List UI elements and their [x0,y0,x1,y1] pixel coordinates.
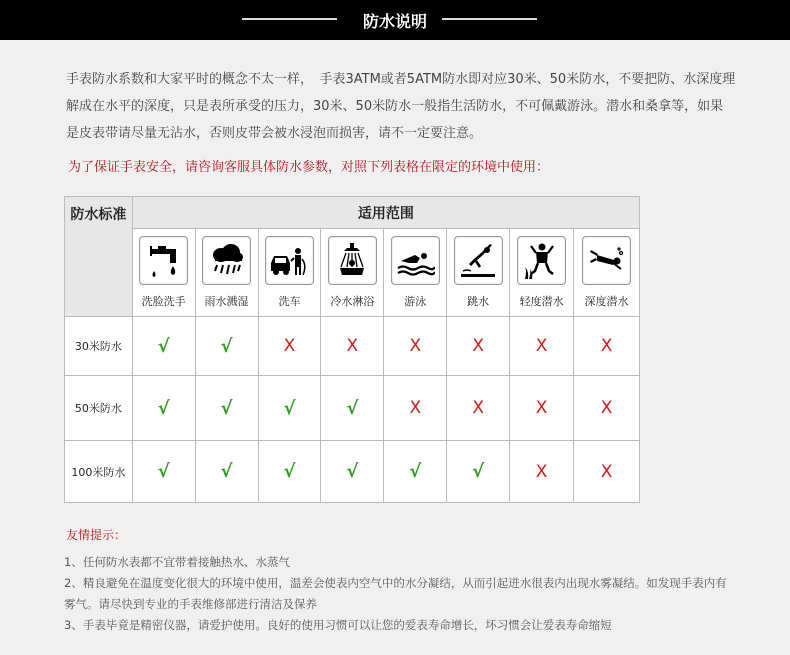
header-divider-right [442,18,537,20]
check-mark-icon: √ [220,397,233,419]
activity-column [258,229,321,317]
cross-mark-icon: X [600,336,613,356]
mark-cell [447,317,510,376]
cross-mark-icon: X [600,461,613,482]
activity-label: 洗脸洗手 [141,295,186,308]
activity-column [510,229,574,317]
activity-label: 轻度潜水 [519,295,564,308]
intro-paragraph: 手表防水系数和大家平时的概念不太一样， 手表3ATM或者5ATM防水即对应30米、50米防水，不要把防、水深度理解成在水平的深度，只是表所承受的压力，30米、50米防水一般指生活防水，不可佩戴游泳。潜水和桑拿等，如果是皮表带请尽量无沾水，否则皮带会被水浸泡而损害，请不一定要注意。 [66,72,736,141]
activity-column [195,229,258,317]
diver-jump-icon [454,236,503,285]
mark-cell [447,376,510,441]
cross-mark-icon: X [346,336,359,356]
check-mark-icon: √ [472,461,485,482]
cross-mark-icon: X [409,336,422,356]
activity-label: 雨水溅湿 [204,295,249,308]
mark-cell [132,376,195,441]
activity-label: 跳水 [467,295,490,308]
mark-cell [132,317,195,376]
activity-column [384,229,447,317]
mark-cell [384,441,447,503]
activity-column [132,229,195,317]
deep-diver-icon [582,236,631,285]
mark-cell [447,441,510,503]
mark-cell [510,441,574,503]
mark-cell [384,317,447,376]
shower-icon [328,236,377,285]
check-mark-icon: √ [220,335,233,357]
check-mark-icon: √ [283,461,296,482]
faucet-icon [139,236,188,285]
tip-item: 3、手表毕竟是精密仪器，请爱护使用。良好的使用习惯可以让您的爱表寿命增长，坏习惯会让爱表寿命缩短 [64,618,612,632]
mark-cell [384,376,447,441]
mark-cell [574,441,640,503]
check-mark-icon: √ [157,397,170,419]
safety-notice: 为了保证手表安全，请咨询客服具体防水参数，对照下列表格在限定的环境中使用： [68,160,550,175]
table-row [65,376,640,441]
tip-item: 2、精良避免在温度变化很大的环境中使用，温差会使表内空气中的水分凝结，从而引起进水很表内出现水雾凝结。如发现手表内有雾气。请尽快到专业的手表维修部进行清洁及保养 [64,576,727,611]
cross-mark-icon: X [600,398,613,418]
activity-column [447,229,510,317]
check-mark-icon: √ [157,461,170,482]
check-mark-icon: √ [220,461,233,482]
activity-column [574,229,640,317]
cross-mark-icon: X [472,336,484,356]
car-wash-icon [265,236,314,285]
cross-mark-icon: X [535,336,548,356]
mark-cell [574,376,640,441]
rain-cloud-icon [202,236,251,285]
shallow-diver-icon [517,236,566,285]
standard-header: 防水标准 [65,197,133,317]
mark-cell [510,317,574,376]
tips-title: 友情提示： [66,528,127,542]
activity-label: 洗车 [278,295,301,308]
row-standard-label: 50米防水 [65,376,133,441]
activity-label: 深度潜水 [584,295,629,308]
tip-item: 1、任何防水表都不宜带着接触热水、水蒸气 [64,555,290,569]
mark-cell [510,376,574,441]
mark-cell [574,317,640,376]
mark-cell [258,376,321,441]
cross-mark-icon: X [472,398,484,418]
table-row [65,317,640,376]
header-bar [0,0,790,40]
cross-mark-icon: X [535,461,548,482]
page-title: 防水说明 [362,12,427,31]
mark-cell [195,376,258,441]
scope-header: 适用范围 [132,197,639,229]
mark-cell [258,441,321,503]
row-standard-label: 100米防水 [65,441,133,503]
check-mark-icon: √ [346,461,359,482]
cross-mark-icon: X [283,336,296,356]
check-mark-icon: √ [283,397,296,419]
row-standard-label: 30米防水 [65,317,133,376]
check-mark-icon: √ [346,397,359,419]
mark-cell [195,441,258,503]
table-row [65,441,640,503]
activity-label: 冷水淋浴 [330,295,375,308]
cross-mark-icon: X [409,398,422,418]
mark-cell [132,441,195,503]
mark-cell [321,376,384,441]
activity-column [321,229,384,317]
check-mark-icon: √ [409,461,422,482]
tips-list [64,552,734,636]
check-mark-icon: √ [157,335,170,357]
activity-label: 游泳 [404,295,427,308]
cross-mark-icon: X [535,398,548,418]
waterproof-table [64,196,640,503]
mark-cell [195,317,258,376]
mark-cell [258,317,321,376]
mark-cell [321,441,384,503]
mark-cell [321,317,384,376]
swimmer-icon [391,236,440,285]
